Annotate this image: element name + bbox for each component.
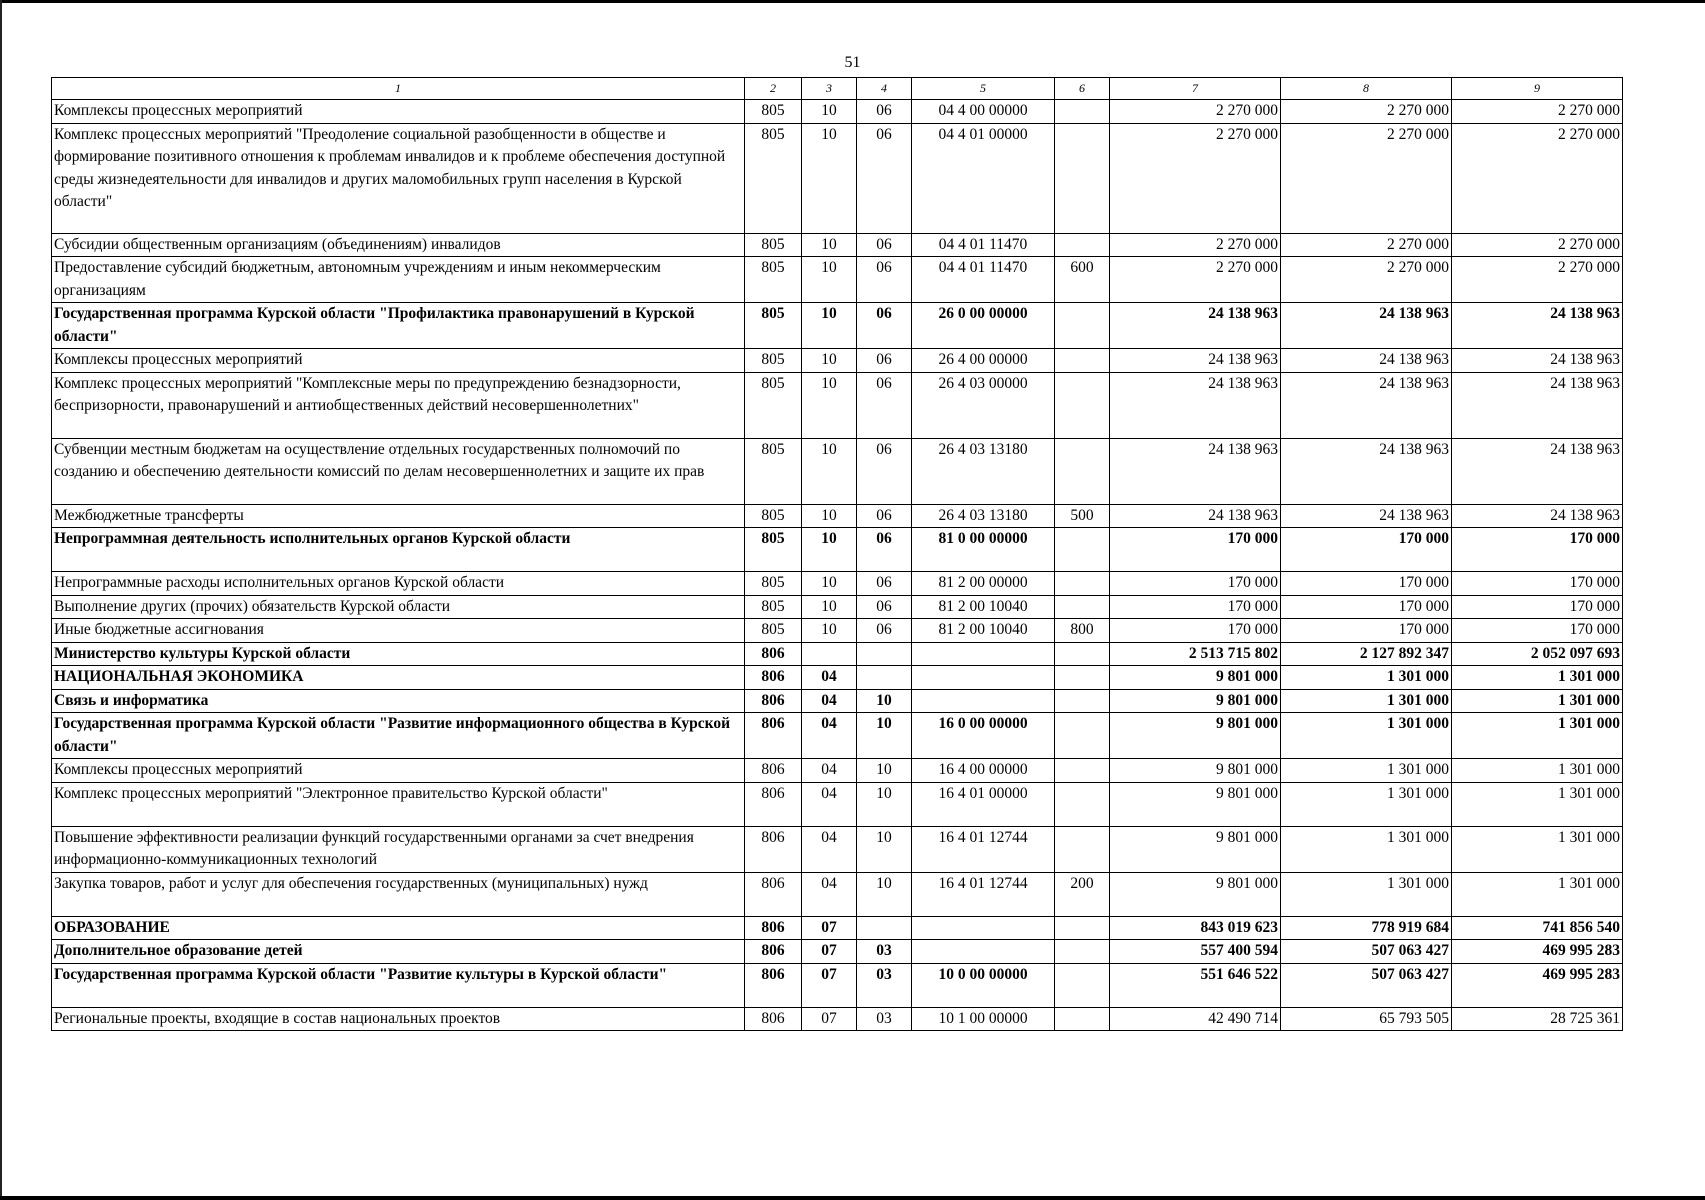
- row-name-cell: Государственная программа Курской области "Развитие культуры в Курской области": [52, 963, 745, 1007]
- scan-edge-left: [0, 0, 2, 1200]
- row-amount-9-cell: 2 270 000: [1452, 233, 1623, 257]
- row-code-2-cell: 805: [745, 528, 802, 572]
- row-code-5-cell: 26 4 00 00000: [912, 349, 1055, 373]
- row-amount-9-cell: 1 301 000: [1452, 689, 1623, 713]
- row-code-3-cell: 10: [802, 233, 857, 257]
- row-code-6-cell: 200: [1055, 872, 1110, 916]
- row-amount-7-cell: 24 138 963: [1110, 372, 1281, 438]
- row-amount-7-cell: 2 513 715 802: [1110, 642, 1281, 666]
- row-code-5-cell: 16 0 00 00000: [912, 713, 1055, 759]
- row-amount-9-cell: 24 138 963: [1452, 504, 1623, 528]
- row-code-3-cell: 10: [802, 619, 857, 643]
- row-amount-8-cell: 2 270 000: [1281, 233, 1452, 257]
- row-amount-8-cell: 24 138 963: [1281, 303, 1452, 349]
- row-code-3-cell: 04: [802, 782, 857, 826]
- row-code-3-cell: 04: [802, 872, 857, 916]
- scan-edge-bottom: [0, 1196, 1705, 1200]
- row-amount-9-cell: 170 000: [1452, 528, 1623, 572]
- row-name-cell: Государственная программа Курской области "Профилактика правонарушений в Курской области": [52, 303, 745, 349]
- column-header: 4: [857, 78, 912, 100]
- row-code-2-cell: 806: [745, 826, 802, 872]
- row-code-3-cell: 04: [802, 666, 857, 690]
- row-amount-8-cell: 1 301 000: [1281, 713, 1452, 759]
- row-code-6-cell: [1055, 826, 1110, 872]
- row-amount-8-cell: 170 000: [1281, 619, 1452, 643]
- row-amount-7-cell: 9 801 000: [1110, 826, 1281, 872]
- row-code-5-cell: 10 0 00 00000: [912, 963, 1055, 1007]
- row-amount-7-cell: 9 801 000: [1110, 759, 1281, 783]
- row-name-cell: НАЦИОНАЛЬНАЯ ЭКОНОМИКА: [52, 666, 745, 690]
- row-amount-8-cell: 1 301 000: [1281, 666, 1452, 690]
- row-code-6-cell: [1055, 1007, 1110, 1031]
- row-code-3-cell: 10: [802, 372, 857, 438]
- row-amount-9-cell: 2 270 000: [1452, 123, 1623, 233]
- row-code-3-cell: 04: [802, 759, 857, 783]
- table-row: [52, 303, 1623, 349]
- row-code-6-cell: [1055, 528, 1110, 572]
- row-name-cell: Комплексы процессных мероприятий: [52, 349, 745, 373]
- row-name-cell: Предоставление субсидий бюджетным, автономным учреждениям и иным некоммерческим организациям: [52, 257, 745, 303]
- row-amount-7-cell: 557 400 594: [1110, 940, 1281, 964]
- row-code-4-cell: 10: [857, 826, 912, 872]
- budget-table-body: [52, 78, 1623, 1031]
- column-header: 9: [1452, 78, 1623, 100]
- row-amount-9-cell: 170 000: [1452, 572, 1623, 596]
- row-code-4-cell: 06: [857, 349, 912, 373]
- row-code-2-cell: 805: [745, 123, 802, 233]
- row-amount-9-cell: 1 301 000: [1452, 713, 1623, 759]
- row-code-3-cell: 10: [802, 528, 857, 572]
- row-code-6-cell: [1055, 123, 1110, 233]
- row-amount-9-cell: 2 270 000: [1452, 257, 1623, 303]
- row-amount-9-cell: 1 301 000: [1452, 666, 1623, 690]
- row-code-6-cell: [1055, 666, 1110, 690]
- row-code-4-cell: [857, 666, 912, 690]
- row-amount-8-cell: 778 919 684: [1281, 916, 1452, 940]
- row-code-2-cell: 806: [745, 916, 802, 940]
- row-amount-7-cell: 2 270 000: [1110, 233, 1281, 257]
- row-code-5-cell: 26 0 00 00000: [912, 303, 1055, 349]
- row-code-4-cell: 06: [857, 303, 912, 349]
- row-amount-7-cell: 9 801 000: [1110, 782, 1281, 826]
- row-code-6-cell: [1055, 940, 1110, 964]
- row-amount-7-cell: 9 801 000: [1110, 689, 1281, 713]
- table-row: [52, 504, 1623, 528]
- row-name-cell: Комплексы процессных мероприятий: [52, 100, 745, 124]
- row-code-4-cell: 06: [857, 123, 912, 233]
- row-code-2-cell: 805: [745, 438, 802, 504]
- row-code-6-cell: 600: [1055, 257, 1110, 303]
- row-amount-9-cell: 24 138 963: [1452, 349, 1623, 373]
- row-code-4-cell: 10: [857, 872, 912, 916]
- row-amount-8-cell: 24 138 963: [1281, 349, 1452, 373]
- row-code-2-cell: 806: [745, 940, 802, 964]
- row-code-5-cell: 81 2 00 10040: [912, 619, 1055, 643]
- row-name-cell: Комплексы процессных мероприятий: [52, 759, 745, 783]
- row-code-2-cell: 806: [745, 1007, 802, 1031]
- row-code-5-cell: [912, 642, 1055, 666]
- row-name-cell: Закупка товаров, работ и услуг для обеспечения государственных (муниципальных) нужд: [52, 872, 745, 916]
- page-number: 51: [844, 54, 861, 71]
- row-amount-8-cell: 170 000: [1281, 528, 1452, 572]
- row-code-5-cell: 16 4 01 00000: [912, 782, 1055, 826]
- row-amount-7-cell: 9 801 000: [1110, 713, 1281, 759]
- row-amount-7-cell: 42 490 714: [1110, 1007, 1281, 1031]
- row-code-6-cell: [1055, 349, 1110, 373]
- row-code-5-cell: [912, 940, 1055, 964]
- row-amount-9-cell: 24 138 963: [1452, 303, 1623, 349]
- row-code-6-cell: [1055, 713, 1110, 759]
- row-code-4-cell: 06: [857, 372, 912, 438]
- row-amount-9-cell: 469 995 283: [1452, 963, 1623, 1007]
- row-code-6-cell: [1055, 642, 1110, 666]
- row-name-cell: Министерство культуры Курской области: [52, 642, 745, 666]
- row-code-5-cell: 81 2 00 10040: [912, 595, 1055, 619]
- row-name-cell: Субсидии общественным организациям (объединениям) инвалидов: [52, 233, 745, 257]
- row-code-5-cell: 04 4 00 00000: [912, 100, 1055, 124]
- row-code-2-cell: 805: [745, 257, 802, 303]
- table-row: [52, 257, 1623, 303]
- row-code-5-cell: 26 4 03 13180: [912, 504, 1055, 528]
- row-code-3-cell: 04: [802, 713, 857, 759]
- row-amount-7-cell: 24 138 963: [1110, 303, 1281, 349]
- row-amount-7-cell: 2 270 000: [1110, 100, 1281, 124]
- table-row: [52, 872, 1623, 916]
- row-name-cell: Региональные проекты, входящие в состав национальных проектов: [52, 1007, 745, 1031]
- row-code-4-cell: 06: [857, 438, 912, 504]
- row-code-3-cell: 10: [802, 303, 857, 349]
- row-amount-7-cell: 9 801 000: [1110, 666, 1281, 690]
- row-amount-8-cell: 170 000: [1281, 595, 1452, 619]
- row-code-5-cell: [912, 689, 1055, 713]
- row-code-6-cell: 500: [1055, 504, 1110, 528]
- row-amount-9-cell: 2 270 000: [1452, 100, 1623, 124]
- row-code-5-cell: 16 4 01 12744: [912, 826, 1055, 872]
- table-row: [52, 572, 1623, 596]
- row-code-4-cell: 06: [857, 595, 912, 619]
- row-amount-8-cell: 24 138 963: [1281, 504, 1452, 528]
- row-name-cell: Комплекс процессных мероприятий "Комплексные меры по предупреждению безнадзорности, беспризорности, правонарушений и антиобщественных действий несовершеннолетних": [52, 372, 745, 438]
- table-row: [52, 438, 1623, 504]
- row-amount-7-cell: 24 138 963: [1110, 438, 1281, 504]
- row-amount-8-cell: 1 301 000: [1281, 872, 1452, 916]
- table-row: [52, 595, 1623, 619]
- row-code-2-cell: 806: [745, 759, 802, 783]
- column-number-row: [52, 78, 1623, 100]
- row-name-cell: Связь и информатика: [52, 689, 745, 713]
- row-code-2-cell: 805: [745, 572, 802, 596]
- row-code-6-cell: [1055, 100, 1110, 124]
- row-name-cell: Непрограммные расходы исполнительных органов Курской области: [52, 572, 745, 596]
- row-amount-7-cell: 170 000: [1110, 528, 1281, 572]
- row-name-cell: Государственная программа Курской области "Развитие информационного общества в Курской области": [52, 713, 745, 759]
- row-code-4-cell: 06: [857, 504, 912, 528]
- row-code-6-cell: [1055, 572, 1110, 596]
- row-code-2-cell: 806: [745, 666, 802, 690]
- row-code-3-cell: 07: [802, 963, 857, 1007]
- row-code-6-cell: 800: [1055, 619, 1110, 643]
- row-amount-9-cell: 1 301 000: [1452, 826, 1623, 872]
- row-code-3-cell: 10: [802, 100, 857, 124]
- row-amount-8-cell: 1 301 000: [1281, 826, 1452, 872]
- row-amount-7-cell: 24 138 963: [1110, 504, 1281, 528]
- row-amount-7-cell: 170 000: [1110, 595, 1281, 619]
- table-row: [52, 642, 1623, 666]
- row-code-5-cell: 26 4 03 00000: [912, 372, 1055, 438]
- row-code-3-cell: 10: [802, 349, 857, 373]
- row-code-4-cell: 06: [857, 257, 912, 303]
- row-code-2-cell: 805: [745, 595, 802, 619]
- row-name-cell: Межбюджетные трансферты: [52, 504, 745, 528]
- row-amount-7-cell: 2 270 000: [1110, 123, 1281, 233]
- column-header: 6: [1055, 78, 1110, 100]
- row-code-4-cell: 03: [857, 963, 912, 1007]
- row-code-4-cell: 06: [857, 528, 912, 572]
- row-amount-7-cell: 2 270 000: [1110, 257, 1281, 303]
- row-code-4-cell: 06: [857, 619, 912, 643]
- row-code-6-cell: [1055, 233, 1110, 257]
- table-row: [52, 123, 1623, 233]
- row-amount-8-cell: 1 301 000: [1281, 759, 1452, 783]
- row-code-3-cell: 10: [802, 123, 857, 233]
- row-code-4-cell: 06: [857, 100, 912, 124]
- row-code-6-cell: [1055, 689, 1110, 713]
- row-code-5-cell: 81 0 00 00000: [912, 528, 1055, 572]
- column-header: 7: [1110, 78, 1281, 100]
- row-amount-8-cell: 1 301 000: [1281, 782, 1452, 826]
- row-code-6-cell: [1055, 595, 1110, 619]
- row-code-5-cell: 04 4 01 11470: [912, 257, 1055, 303]
- row-code-5-cell: 81 2 00 00000: [912, 572, 1055, 596]
- row-code-2-cell: 806: [745, 782, 802, 826]
- row-amount-8-cell: 2 127 892 347: [1281, 642, 1452, 666]
- row-amount-9-cell: 170 000: [1452, 619, 1623, 643]
- row-amount-8-cell: 507 063 427: [1281, 963, 1452, 1007]
- row-code-3-cell: 10: [802, 438, 857, 504]
- row-amount-9-cell: 170 000: [1452, 595, 1623, 619]
- row-code-3-cell: 04: [802, 826, 857, 872]
- row-code-4-cell: [857, 916, 912, 940]
- row-name-cell: ОБРАЗОВАНИЕ: [52, 916, 745, 940]
- row-amount-9-cell: 1 301 000: [1452, 872, 1623, 916]
- row-code-2-cell: 805: [745, 619, 802, 643]
- table-row: [52, 689, 1623, 713]
- row-code-4-cell: 10: [857, 713, 912, 759]
- row-amount-8-cell: 65 793 505: [1281, 1007, 1452, 1031]
- row-amount-8-cell: 24 138 963: [1281, 372, 1452, 438]
- row-code-2-cell: 806: [745, 689, 802, 713]
- table-row: [52, 619, 1623, 643]
- column-header: 8: [1281, 78, 1452, 100]
- table-row: [52, 528, 1623, 572]
- row-code-6-cell: [1055, 438, 1110, 504]
- row-code-2-cell: 805: [745, 233, 802, 257]
- row-name-cell: Субвенции местным бюджетам на осуществление отдельных государственных полномочий по созданию и обеспечению деятельности комиссий по делам несовершеннолетних и защите их прав: [52, 438, 745, 504]
- scan-edge-top: [0, 0, 1705, 3]
- row-code-2-cell: 805: [745, 349, 802, 373]
- table-row: [52, 940, 1623, 964]
- row-name-cell: Иные бюджетные ассигнования: [52, 619, 745, 643]
- row-code-2-cell: 805: [745, 303, 802, 349]
- row-amount-9-cell: 1 301 000: [1452, 782, 1623, 826]
- row-amount-8-cell: 2 270 000: [1281, 100, 1452, 124]
- row-amount-7-cell: 551 646 522: [1110, 963, 1281, 1007]
- row-amount-8-cell: 2 270 000: [1281, 257, 1452, 303]
- table-row: [52, 782, 1623, 826]
- row-name-cell: Непрограммная деятельность исполнительных органов Курской области: [52, 528, 745, 572]
- row-code-6-cell: [1055, 963, 1110, 1007]
- row-amount-7-cell: 843 019 623: [1110, 916, 1281, 940]
- row-amount-9-cell: 469 995 283: [1452, 940, 1623, 964]
- row-code-6-cell: [1055, 916, 1110, 940]
- row-amount-8-cell: 1 301 000: [1281, 689, 1452, 713]
- row-code-3-cell: [802, 642, 857, 666]
- table-row: [52, 963, 1623, 1007]
- row-code-4-cell: 03: [857, 1007, 912, 1031]
- row-code-5-cell: [912, 666, 1055, 690]
- row-code-3-cell: 10: [802, 504, 857, 528]
- row-code-5-cell: 10 1 00 00000: [912, 1007, 1055, 1031]
- row-code-2-cell: 805: [745, 504, 802, 528]
- row-code-2-cell: 805: [745, 100, 802, 124]
- row-amount-9-cell: 1 301 000: [1452, 759, 1623, 783]
- row-name-cell: Дополнительное образование детей: [52, 940, 745, 964]
- table-row: [52, 233, 1623, 257]
- row-name-cell: Комплекс процессных мероприятий "Электронное правительство Курской области": [52, 782, 745, 826]
- row-code-4-cell: 03: [857, 940, 912, 964]
- column-header: 2: [745, 78, 802, 100]
- row-code-5-cell: 04 4 01 00000: [912, 123, 1055, 233]
- row-code-3-cell: 10: [802, 572, 857, 596]
- row-amount-9-cell: 2 052 097 693: [1452, 642, 1623, 666]
- row-code-5-cell: 16 4 01 12744: [912, 872, 1055, 916]
- row-code-2-cell: 806: [745, 872, 802, 916]
- row-amount-7-cell: 170 000: [1110, 619, 1281, 643]
- row-code-2-cell: 806: [745, 963, 802, 1007]
- row-code-3-cell: 07: [802, 1007, 857, 1031]
- row-code-6-cell: [1055, 759, 1110, 783]
- table-row: [52, 666, 1623, 690]
- row-code-4-cell: 10: [857, 782, 912, 826]
- row-amount-9-cell: 28 725 361: [1452, 1007, 1623, 1031]
- column-header: 3: [802, 78, 857, 100]
- table-row: [52, 713, 1623, 759]
- row-code-2-cell: 806: [745, 642, 802, 666]
- row-code-4-cell: 10: [857, 689, 912, 713]
- column-header: 5: [912, 78, 1055, 100]
- table-row: [52, 1007, 1623, 1031]
- row-amount-8-cell: 2 270 000: [1281, 123, 1452, 233]
- row-code-4-cell: [857, 642, 912, 666]
- row-code-2-cell: 806: [745, 713, 802, 759]
- row-name-cell: Комплекс процессных мероприятий "Преодоление социальной разобщенности в обществе и формирование позитивного отношения к проблемам инвалидов и к проблеме обеспечения доступной среды жизнедеятельности для инвалидов и других маломобильных групп населения в Курской области": [52, 123, 745, 233]
- table-row: [52, 759, 1623, 783]
- row-code-5-cell: 04 4 01 11470: [912, 233, 1055, 257]
- row-code-2-cell: 805: [745, 372, 802, 438]
- row-code-4-cell: 10: [857, 759, 912, 783]
- row-code-3-cell: 10: [802, 595, 857, 619]
- row-amount-7-cell: 24 138 963: [1110, 349, 1281, 373]
- row-code-6-cell: [1055, 303, 1110, 349]
- row-code-6-cell: [1055, 372, 1110, 438]
- row-name-cell: Повышение эффективности реализации функций государственными органами за счет внедрения информационно-коммуникационных технологий: [52, 826, 745, 872]
- row-amount-9-cell: 24 138 963: [1452, 438, 1623, 504]
- row-name-cell: Выполнение других (прочих) обязательств Курской области: [52, 595, 745, 619]
- table-row: [52, 916, 1623, 940]
- row-amount-9-cell: 24 138 963: [1452, 372, 1623, 438]
- row-amount-9-cell: 741 856 540: [1452, 916, 1623, 940]
- row-code-4-cell: 06: [857, 233, 912, 257]
- row-code-3-cell: 04: [802, 689, 857, 713]
- table-row: [52, 372, 1623, 438]
- row-amount-7-cell: 170 000: [1110, 572, 1281, 596]
- row-amount-8-cell: 170 000: [1281, 572, 1452, 596]
- row-code-3-cell: 07: [802, 940, 857, 964]
- row-amount-8-cell: 24 138 963: [1281, 438, 1452, 504]
- budget-table: [51, 77, 1623, 1031]
- row-code-3-cell: 10: [802, 257, 857, 303]
- row-code-5-cell: [912, 916, 1055, 940]
- row-code-5-cell: 16 4 00 00000: [912, 759, 1055, 783]
- row-code-3-cell: 07: [802, 916, 857, 940]
- row-amount-7-cell: 9 801 000: [1110, 872, 1281, 916]
- column-header: 1: [52, 78, 745, 100]
- row-code-4-cell: 06: [857, 572, 912, 596]
- table-row: [52, 349, 1623, 373]
- table-row: [52, 826, 1623, 872]
- row-amount-8-cell: 507 063 427: [1281, 940, 1452, 964]
- row-code-5-cell: 26 4 03 13180: [912, 438, 1055, 504]
- table-row: [52, 100, 1623, 124]
- row-code-6-cell: [1055, 782, 1110, 826]
